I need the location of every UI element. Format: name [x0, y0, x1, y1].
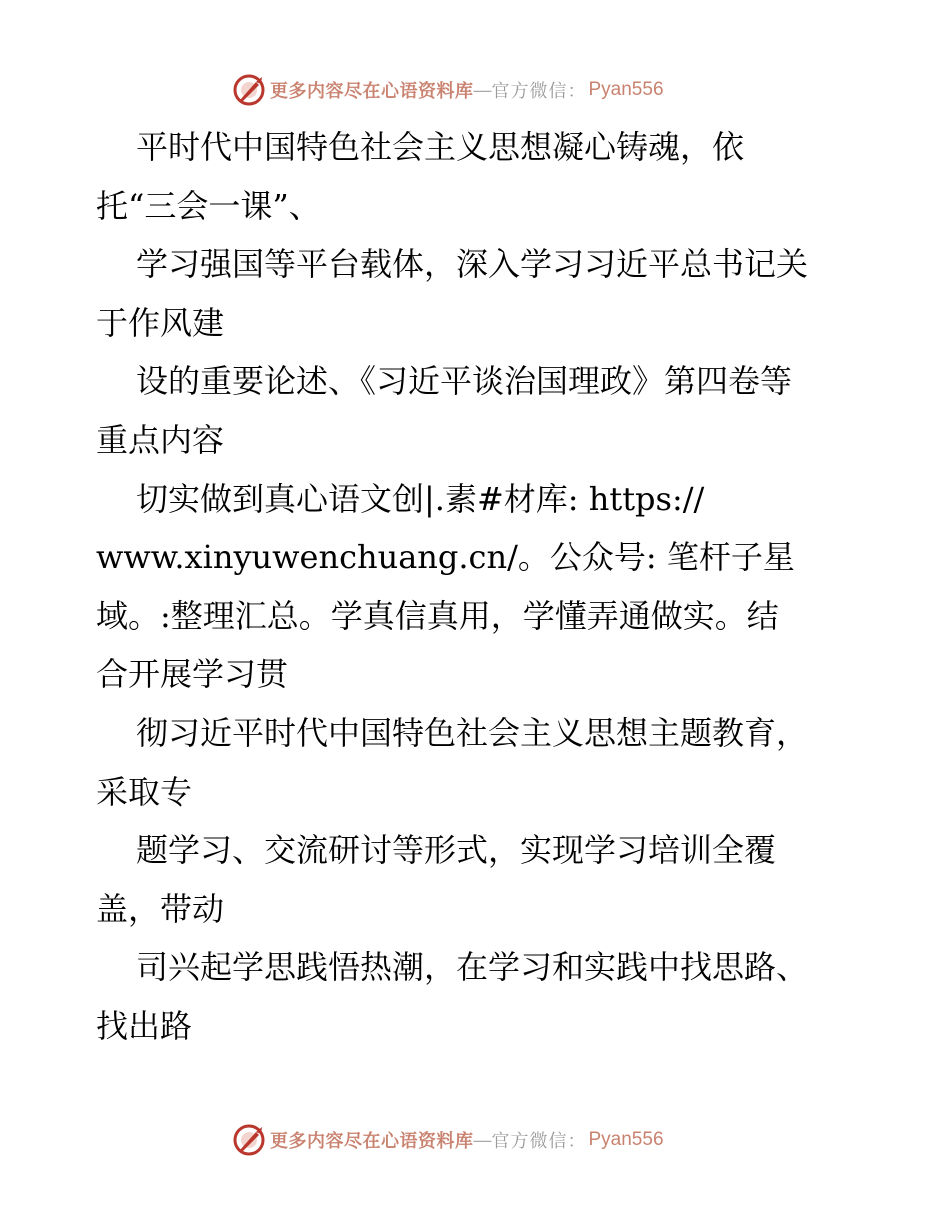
header-banner	[232, 72, 664, 108]
banner-main-text: 更多内容尽在心语资料库	[270, 1131, 474, 1152]
body-line: 域。:整理汇总。学真信真用，学懂弄通做实。结	[96, 596, 779, 635]
document-body	[96, 118, 896, 1056]
body-line: 平时代中国特色社会主义思想凝心铸魂，依	[136, 128, 745, 166]
body-line: 司兴起学思践悟热潮，在学习和实践中找思路、	[136, 948, 809, 987]
banner-dash: —	[473, 79, 492, 100]
body-line: 彻习近平时代中国特色社会主义思想主题教育，	[136, 713, 809, 752]
body-line: 切实做到真心语文创|.素#材库: https://	[136, 479, 705, 518]
quill-pen-seal-icon	[232, 73, 266, 107]
body-line: 重点内容	[96, 420, 225, 459]
banner-wechat-id: Pyan556	[588, 79, 664, 100]
banner-wechat-id: Pyan556	[588, 1129, 664, 1150]
body-line: www.xinyuwenchuang.cn/。公众号: 笔杆子星	[96, 538, 795, 577]
body-line: 合开展学习贯	[96, 655, 289, 694]
footer-banner	[232, 1122, 664, 1158]
banner-wechat-label: 官方微信：	[491, 81, 587, 102]
body-line: 找出路	[96, 1006, 193, 1045]
banner-wechat-label: 官方微信：	[491, 1131, 587, 1152]
body-line: 于作风建	[96, 303, 225, 342]
banner-main-text: 更多内容尽在心语资料库	[270, 81, 474, 102]
body-line: 学习强国等平台载体，深入学习习近平总书记关	[136, 245, 809, 284]
banner-dash: —	[473, 1129, 492, 1150]
body-line: 盖，带动	[96, 889, 225, 928]
body-line: 题学习、交流研讨等形式，实现学习培训全覆	[136, 831, 777, 870]
body-line: 设的重要论述、《习近平谈治国理政》第四卷等	[136, 362, 793, 401]
body-line: 采取专	[96, 772, 193, 811]
quill-pen-seal-icon	[232, 1123, 266, 1157]
body-line: 托“三会一课”、	[96, 186, 321, 225]
